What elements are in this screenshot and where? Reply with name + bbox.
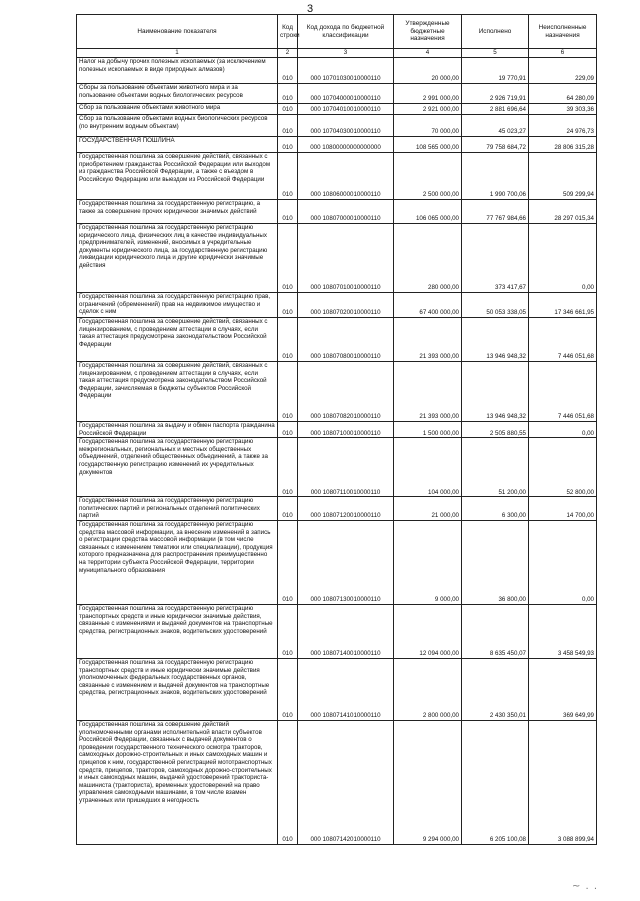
- income-code-cell: 000 10806000010000110: [298, 153, 394, 200]
- table-row: [77, 153, 597, 200]
- income-code-cell: 000 10807141010000110: [298, 658, 394, 720]
- executed-amount-cell: 373 417,67: [462, 224, 529, 293]
- executed-amount-cell: 2 430 350,01: [462, 658, 529, 720]
- indicator-name-cell: Государственная пошлина за государственную регистрацию, а также за совершение прочих юридически значимых действий: [77, 200, 278, 224]
- unexecuted-amount-cell: 28 297 015,34: [529, 200, 597, 224]
- line-code-cell: 010: [278, 422, 298, 438]
- indicator-name-cell: Государственная пошлина за государственную регистрацию политических партий и региональных отделений политических партий: [77, 497, 278, 521]
- income-code-cell: 000 10807010010000110: [298, 224, 394, 293]
- indicator-name-cell: Государственная пошлина за государственную регистрацию межрегиональных, региональных и местных общественных объединений, отделений общественных объединений, а также за государственную регистрацию изменений их учредительных документов: [77, 438, 278, 497]
- header-line-code: Код строки: [278, 15, 298, 49]
- table-row: [77, 658, 597, 720]
- approved-amount-cell: 67 400 000,00: [394, 293, 462, 318]
- line-code-cell: 010: [278, 318, 298, 362]
- header-indicator-name: Наименование показателя: [77, 15, 278, 49]
- line-code-cell: 010: [278, 520, 298, 604]
- approved-amount-cell: 12 094 000,00: [394, 604, 462, 658]
- table-row: [77, 604, 597, 658]
- executed-amount-cell: 13 946 948,32: [462, 362, 529, 422]
- indicator-name-cell: Государственная пошлина за совершение действий, связанных с лицензированием, с проведением аттестации в случаях, если такая аттестация предусмотрена законодательством Российской Федерации, зачисляемая в бюджеты субъектов Российской Федерации: [77, 362, 278, 422]
- executed-amount-cell: 36 800,00: [462, 520, 529, 604]
- line-code-cell: 010: [278, 362, 298, 422]
- unexecuted-amount-cell: 24 976,73: [529, 115, 597, 137]
- line-code-cell: 010: [278, 658, 298, 720]
- approved-amount-cell: 21 393 000,00: [394, 362, 462, 422]
- executed-amount-cell: 2 926 719,91: [462, 84, 529, 104]
- executed-amount-cell: 13 946 948,32: [462, 318, 529, 362]
- line-code-cell: 010: [278, 293, 298, 318]
- executed-amount-cell: 6 205 100,08: [462, 720, 529, 844]
- line-code-cell: 010: [278, 58, 298, 84]
- approved-amount-cell: 2 500 000,00: [394, 153, 462, 200]
- unexecuted-amount-cell: 0,00: [529, 422, 597, 438]
- table-row: [77, 362, 597, 422]
- unexecuted-amount-cell: 3 088 899,94: [529, 720, 597, 844]
- table-row: [77, 84, 597, 104]
- executed-amount-cell: 45 023,27: [462, 115, 529, 137]
- line-code-cell: 010: [278, 224, 298, 293]
- approved-amount-cell: 108 565 000,00: [394, 137, 462, 153]
- table-row: [77, 224, 597, 293]
- approved-amount-cell: 2 921 000,00: [394, 104, 462, 115]
- income-code-cell: 000 10701030010000110: [298, 58, 394, 84]
- unexecuted-amount-cell: 229,09: [529, 58, 597, 84]
- executed-amount-cell: 51 200,00: [462, 438, 529, 497]
- column-index: 4: [394, 49, 462, 58]
- header-executed: Исполнено: [462, 15, 529, 49]
- line-code-cell: 010: [278, 497, 298, 521]
- executed-amount-cell: 50 053 338,05: [462, 293, 529, 318]
- approved-amount-cell: 9 000,00: [394, 520, 462, 604]
- unexecuted-amount-cell: 14 700,00: [529, 497, 597, 521]
- income-code-cell: 000 10704010010000110: [298, 104, 394, 115]
- line-code-cell: 010: [278, 115, 298, 137]
- income-code-cell: 000 10807082010000110: [298, 362, 394, 422]
- header-approved: Утвержденные бюджетные назначения: [394, 15, 462, 49]
- indicator-name-cell: Государственная пошлина за государственную регистрацию прав, ограничений (обременений) прав на недвижимое имущество и сделок с ним: [77, 293, 278, 318]
- line-code-cell: 010: [278, 104, 298, 115]
- unexecuted-amount-cell: 0,00: [529, 224, 597, 293]
- approved-amount-cell: 1 500 000,00: [394, 422, 462, 438]
- indicator-name-cell: Государственная пошлина за совершение действий уполномоченными органами исполнительной власти субъектов Российской Федерации, связанных с выдачей документов о проведении государственного технического осмотра тракторов, самоходных дорожно-строительных и иных самоходных машин и прицепов к ним, государственной регистрацией мототранспортных средств, прицепов, тракторов, самоходных дорожно-строительных и иных самоходных машин, выдачей удостоверений тракториста-машиниста (тракториста), временных удостоверений на право управления самоходными машинами, в том числе взамен утраченных или пришедших в негодность: [77, 720, 278, 844]
- indicator-name-cell: Государственная пошлина за выдачу и обмен паспорта гражданина Российской Федерации: [77, 422, 278, 438]
- table-row: [77, 438, 597, 497]
- income-code-cell: 000 10807130010000110: [298, 520, 394, 604]
- unexecuted-amount-cell: 28 806 315,28: [529, 137, 597, 153]
- executed-amount-cell: 8 635 450,07: [462, 604, 529, 658]
- unexecuted-amount-cell: 3 458 549,93: [529, 604, 597, 658]
- approved-amount-cell: 2 800 000,00: [394, 658, 462, 720]
- approved-amount-cell: 280 000,00: [394, 224, 462, 293]
- table-row: [77, 104, 597, 115]
- executed-amount-cell: 77 767 984,66: [462, 200, 529, 224]
- income-code-cell: 000 10704030010000110: [298, 115, 394, 137]
- indicator-name-cell: Государственная пошлина за совершение действий, связанных с лицензированием, с проведением аттестации в случаях, если такая аттестация предусмотрена законодательством Российской Федерации: [77, 318, 278, 362]
- approved-amount-cell: 70 000,00: [394, 115, 462, 137]
- column-index: 5: [462, 49, 529, 58]
- income-code-cell: 000 10807110010000110: [298, 438, 394, 497]
- approved-amount-cell: 21 000,00: [394, 497, 462, 521]
- executed-amount-cell: 79 758 684,72: [462, 137, 529, 153]
- line-code-cell: 010: [278, 84, 298, 104]
- approved-amount-cell: 104 000,00: [394, 438, 462, 497]
- income-code-cell: 000 10807080010000110: [298, 318, 394, 362]
- income-code-cell: 000 10807140010000110: [298, 604, 394, 658]
- unexecuted-amount-cell: 39 303,36: [529, 104, 597, 115]
- unexecuted-amount-cell: 7 446 051,68: [529, 362, 597, 422]
- indicator-name-cell: Сбор за пользование объектами водных биологических ресурсов (по внутренним водным объектам): [77, 115, 278, 137]
- indicator-name-cell: Государственная пошлина за государственную регистрацию юридического лица, физических лиц в качестве индивидуальных предпринимателей, изменений, вносимых в учредительные документы юридического лица, за государственную регистрацию ликвидации юридического лица и другие юридически значимые действия: [77, 224, 278, 293]
- indicator-name-cell: Государственная пошлина за государственную регистрацию транспортных средств и иные юридически значимые действия уполномоченных федеральных государственных органов, связанные с изменением и выдачей документов на транспортные средства, регистрационных знаков, водительских удостоверений: [77, 658, 278, 720]
- column-index: 1: [77, 49, 278, 58]
- unexecuted-amount-cell: 52 800,00: [529, 438, 597, 497]
- table-row: [77, 497, 597, 521]
- unexecuted-amount-cell: 64 280,09: [529, 84, 597, 104]
- indicator-name-cell: ГОСУДАРСТВЕННАЯ ПОШЛИНА: [77, 137, 278, 153]
- unexecuted-amount-cell: 7 446 051,68: [529, 318, 597, 362]
- income-code-cell: 000 10704000010000110: [298, 84, 394, 104]
- indicator-name-cell: Государственная пошлина за совершение действий, связанных с приобретением гражданства Российской Федерации или выходом из гражданства Российской Федерации, а также с въездом в Российскую Федерацию или выездом из Российской Федерации: [77, 153, 278, 200]
- table-row: [77, 293, 597, 318]
- executed-amount-cell: 6 300,00: [462, 497, 529, 521]
- header-income-code: Код дохода по бюджетной классификации: [298, 15, 394, 49]
- table-row: [77, 115, 597, 137]
- line-code-cell: 010: [278, 153, 298, 200]
- income-code-cell: 000 10807000010000110: [298, 200, 394, 224]
- table-row: [77, 318, 597, 362]
- table-row: [77, 520, 597, 604]
- income-code-cell: 000 10800000000000000: [298, 137, 394, 153]
- table-row: [77, 58, 597, 84]
- indicator-name-cell: Налог на добычу прочих полезных ископаемых (за исключением полезных ископаемых в виде природных алмазов): [77, 58, 278, 84]
- line-code-cell: 010: [278, 137, 298, 153]
- indicator-name-cell: Государственная пошлина за государственную регистрацию транспортных средств и иные юридически значимые действия, связанные с изменениями и выдачей документов на транспортные средства, регистрационных знаков, водительских удостоверений: [77, 604, 278, 658]
- line-code-cell: 010: [278, 720, 298, 844]
- unexecuted-amount-cell: 0,00: [529, 520, 597, 604]
- income-code-cell: 000 10807120010000110: [298, 497, 394, 521]
- approved-amount-cell: 2 991 000,00: [394, 84, 462, 104]
- handwritten-mark: ~ . .: [572, 881, 599, 892]
- line-code-cell: 010: [278, 200, 298, 224]
- executed-amount-cell: 1 990 700,06: [462, 153, 529, 200]
- column-index: 2: [278, 49, 298, 58]
- executed-amount-cell: 2 881 696,64: [462, 104, 529, 115]
- executed-amount-cell: 19 770,91: [462, 58, 529, 84]
- page-number: 3: [306, 3, 314, 15]
- income-code-cell: 000 10807100010000110: [298, 422, 394, 438]
- column-index: 3: [298, 49, 394, 58]
- income-code-cell: 000 10807020010000110: [298, 293, 394, 318]
- line-code-cell: 010: [278, 604, 298, 658]
- unexecuted-amount-cell: 509 299,94: [529, 153, 597, 200]
- approved-amount-cell: 9 294 000,00: [394, 720, 462, 844]
- approved-amount-cell: 20 000,00: [394, 58, 462, 84]
- executed-amount-cell: 2 505 880,55: [462, 422, 529, 438]
- approved-amount-cell: 106 065 000,00: [394, 200, 462, 224]
- budget-execution-table: [76, 14, 597, 845]
- unexecuted-amount-cell: 369 649,99: [529, 658, 597, 720]
- approved-amount-cell: 21 393 000,00: [394, 318, 462, 362]
- table-row: [77, 720, 597, 844]
- indicator-name-cell: Сборы за пользование объектами животного мира и за пользование объектами водных биологических ресурсов: [77, 84, 278, 104]
- table-row: [77, 200, 597, 224]
- indicator-name-cell: Сбор за пользование объектами животного мира: [77, 104, 278, 115]
- table-row: [77, 137, 597, 153]
- line-code-cell: 010: [278, 438, 298, 497]
- header-unexecuted: Неисполненные назначения: [529, 15, 597, 49]
- income-code-cell: 000 10807142010000110: [298, 720, 394, 844]
- table-row: [77, 422, 597, 438]
- unexecuted-amount-cell: 17 346 661,95: [529, 293, 597, 318]
- column-index: 6: [529, 49, 597, 58]
- indicator-name-cell: Государственная пошлина за государственную регистрацию средства массовой информации, за внесение изменений в запись о регистрации средства массовой информации (в том числе связанных с изменением тематики или специализации), продукция которого предназначена для распространения преимущественно на территории субъекта Российской Федерации, территории муниципального образования: [77, 520, 278, 604]
